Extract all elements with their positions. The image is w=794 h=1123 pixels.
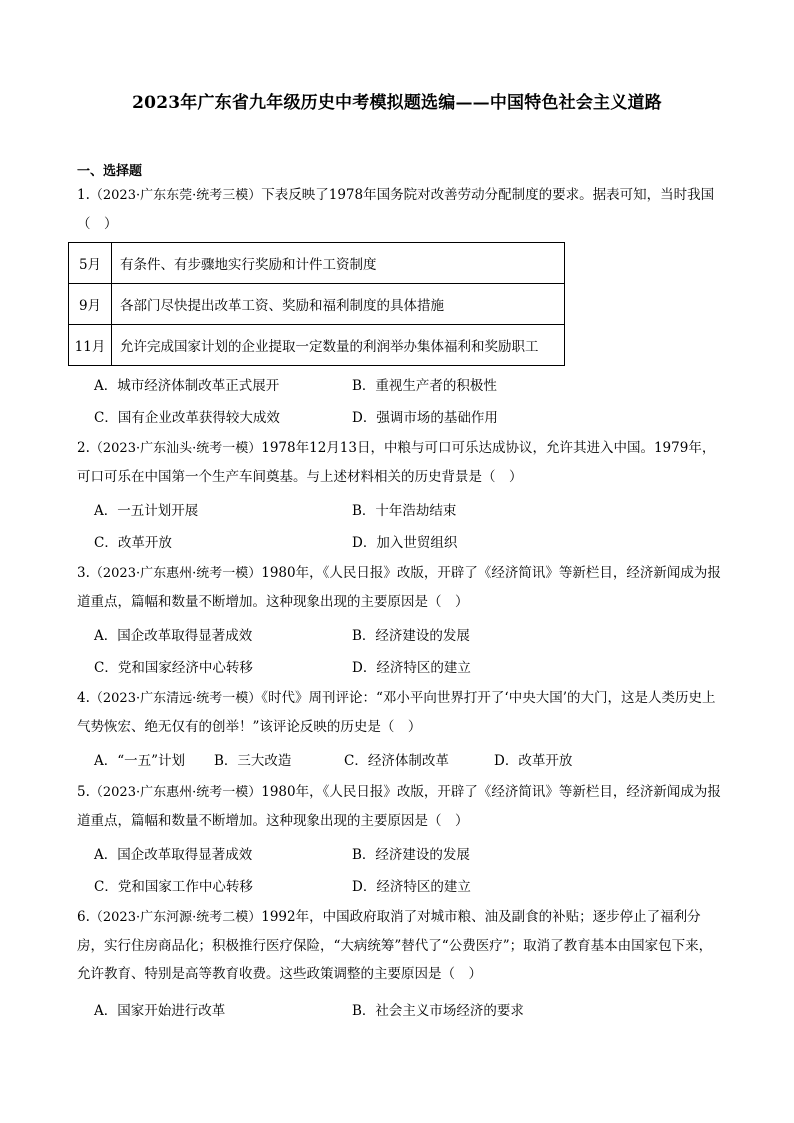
question-number: 6. [77, 909, 90, 925]
question-2 [77, 434, 722, 491]
option-a[interactable]: A．国家开始进行改革 [94, 1003, 226, 1019]
question-source: （2023·广东汕头·统考一模） [89, 441, 262, 456]
table-cell-text: 各部门尽快提出改革工资、奖励和福利制度的具体措施 [112, 284, 565, 325]
question-stem: 1980年，《人民日报》改版，开辟了《经济简讯》等新栏目，经济新闻成为报道重点，篇幅和数量不断增加。这种现象出现的主要原因是（ ） [77, 565, 721, 610]
question-source: （2023·广东东莞·统考三模） [89, 188, 262, 203]
option-a[interactable]: A．国企改革取得显著成效 [94, 628, 253, 644]
option-c[interactable]: C．经济体制改革 [344, 753, 449, 769]
question-6 [77, 903, 722, 988]
question-number: 5. [77, 784, 90, 800]
question-stem: 1992年，中国政府取消了对城市粮、油及副食的补贴；逐步停止了福利分房，实行住房商品化；积极推行医疗保险，“大病统筹”替代了“公费医疗”；取消了教育基本由国家包下来，允许教育、特别是高等教育收费。这些政策调整的主要原因是（ ） [77, 909, 713, 982]
option-a[interactable]: A．“一五”计划 [94, 753, 186, 769]
question-3 [77, 559, 722, 616]
option-c[interactable]: C．党和国家工作中心转移 [94, 879, 253, 895]
option-b[interactable]: B．经济建设的发展 [352, 628, 470, 644]
question-stem: 1978年12月13日，中粮与可口可乐达成协议，允许其进入中国。1979年，可口可乐在中国第一个生产车间奠基。与上述材料相关的历史背景是（ ） [77, 440, 716, 485]
table-cell-month: 11月 [69, 325, 112, 366]
option-d[interactable]: D．强调市场的基础作用 [352, 410, 498, 426]
table-row [69, 284, 565, 325]
option-c[interactable]: C．国有企业改革获得较大成效 [94, 410, 280, 426]
question-stem: 1980年，《人民日报》改版，开辟了《经济简讯》等新栏目，经济新闻成为报道重点，篇幅和数量不断增加。这种现象出现的主要原因是（ ） [77, 784, 721, 829]
option-b[interactable]: B．重视生产者的积极性 [352, 378, 497, 394]
option-b[interactable]: B．三大改造 [214, 753, 292, 769]
option-d[interactable]: D．加入世贸组织 [352, 535, 458, 551]
question-source: （2023·广东河源·统考二模） [89, 910, 262, 925]
question-number: 3. [77, 565, 90, 581]
option-a[interactable]: A．国企改革取得显著成效 [94, 847, 253, 863]
question-number: 4. [77, 690, 90, 706]
option-a[interactable]: A．一五计划开展 [94, 503, 199, 519]
table-cell-month: 5月 [69, 243, 112, 284]
question-source: （2023·广东惠州·统考一模） [89, 566, 262, 581]
table-cell-text: 允许完成国家计划的企业提取一定数量的利润举办集体福利和奖励职工 [112, 325, 565, 366]
option-d[interactable]: D．经济特区的建立 [352, 660, 471, 676]
policy-table [68, 242, 565, 366]
table-row [69, 325, 565, 366]
question-1 [77, 181, 722, 238]
question-5 [77, 778, 722, 835]
option-c[interactable]: C．党和国家经济中心转移 [94, 660, 253, 676]
option-c[interactable]: C．改革开放 [94, 535, 172, 551]
table-cell-text: 有条件、有步骤地实行奖励和计件工资制度 [112, 243, 565, 284]
page-title: 2023年广东省九年级历史中考模拟题选编——中国特色社会主义道路 [132, 93, 662, 113]
table-cell-month: 9月 [69, 284, 112, 325]
question-source: （2023·广东惠州·统考一模） [89, 785, 262, 800]
option-a[interactable]: A．城市经济体制改革正式展开 [94, 378, 280, 394]
option-d[interactable]: D．经济特区的建立 [352, 879, 471, 895]
question-number: 2. [77, 440, 90, 456]
table-row [69, 243, 565, 284]
option-b[interactable]: B．社会主义市场经济的要求 [352, 1003, 524, 1019]
option-b[interactable]: B．经济建设的发展 [352, 847, 470, 863]
question-4 [77, 684, 722, 741]
question-source: （2023·广东清远·统考一模） [89, 691, 262, 706]
question-stem: 下表反映了1978年国务院对改善劳动分配制度的要求。据表可知，当时我国（ ） [77, 187, 715, 232]
option-d[interactable]: D．改革开放 [494, 753, 573, 769]
option-b[interactable]: B．十年浩劫结束 [352, 503, 457, 519]
question-number: 1. [77, 187, 90, 203]
section-heading: 一、选择题 [77, 164, 143, 179]
question-stem: 《时代》周刊评论：“邓小平向世界打开了‘中央大国’的大门，这是人类历史上气势恢宏、绝无仅有的创举！”该评论反映的历史是（ ） [77, 690, 716, 735]
